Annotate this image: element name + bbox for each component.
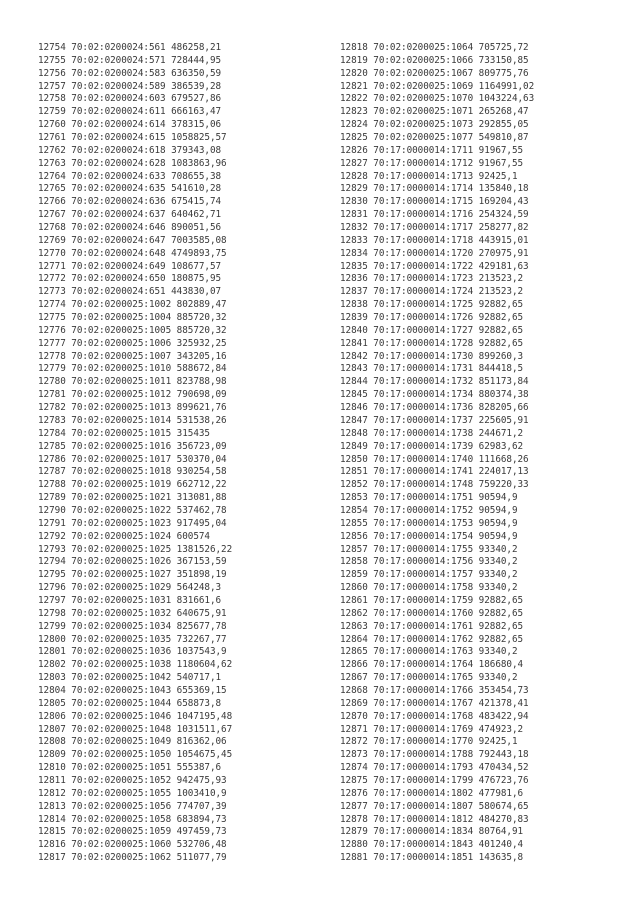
record-row: 12812 70:02:0200025:1055 1003410,9 (38, 787, 227, 799)
record-row: 12809 70:02:0200025:1050 1054675,45 (38, 749, 233, 761)
record-row: 12797 70:02:0200025:1031 831661,6 (38, 594, 222, 606)
record-row: 12786 70:02:0200025:1017 530370,04 (38, 453, 227, 465)
record-row: 12829 70:17:0000014:1714 135840,18 (340, 183, 529, 195)
record-row: 12870 70:17:0000014:1768 483422,94 (340, 710, 529, 722)
record-row: 12873 70:17:0000014:1788 792443,18 (340, 749, 529, 761)
record-row: 12778 70:02:0200025:1007 343205,16 (38, 350, 227, 362)
record-row: 12826 70:17:0000014:1711 91967,55 (340, 144, 524, 156)
record-row: 12842 70:17:0000014:1730 899260,3 (340, 350, 524, 362)
record-row: 12758 70:02:0200024:603 679527,86 (38, 93, 222, 105)
record-row: 12770 70:02:0200024:648 4749893,75 (38, 247, 227, 259)
record-row: 12821 70:02:0200025:1069 1164991,02 (340, 80, 535, 92)
record-row: 12844 70:17:0000014:1732 851173,84 (340, 376, 529, 388)
record-row: 12771 70:02:0200024:649 108677,57 (38, 260, 222, 272)
record-row: 12780 70:02:0200025:1011 823788,98 (38, 376, 227, 388)
record-row: 12802 70:02:0200025:1038 1180604,62 (38, 659, 233, 671)
record-row: 12793 70:02:0200025:1025 1381526,22 (38, 543, 233, 555)
record-row: 12762 70:02:0200024:618 379343,08 (38, 144, 222, 156)
record-row: 12766 70:02:0200024:636 675415,74 (38, 196, 222, 208)
record-row: 12768 70:02:0200024:646 890051,56 (38, 222, 222, 234)
record-row: 12819 70:02:0200025:1066 733150,85 (340, 54, 529, 66)
record-row: 12761 70:02:0200024:615 1058825,57 (38, 132, 227, 144)
record-row: 12798 70:02:0200025:1032 640675,91 (38, 607, 227, 619)
record-row: 12841 70:17:0000014:1728 92882,65 (340, 337, 524, 349)
record-row: 12776 70:02:0200025:1005 885720,32 (38, 324, 227, 336)
record-row: 12815 70:02:0200025:1059 497459,73 (38, 826, 227, 838)
record-row: 12791 70:02:0200025:1023 917495,04 (38, 517, 227, 529)
record-row: 12857 70:17:0000014:1755 93340,2 (340, 543, 518, 555)
record-row: 12756 70:02:0200024:583 636350,59 (38, 67, 222, 79)
record-row: 12785 70:02:0200025:1016 356723,09 (38, 440, 227, 452)
record-row: 12796 70:02:0200025:1029 564248,3 (38, 582, 222, 594)
record-row: 12764 70:02:0200024:633 708655,38 (38, 170, 222, 182)
right-record-column (340, 42, 534, 865)
record-row: 12879 70:17:0000014:1834 80764,91 (340, 826, 524, 838)
record-row: 12827 70:17:0000014:1712 91967,55 (340, 157, 524, 169)
record-row: 12811 70:02:0200025:1052 942475,93 (38, 774, 227, 786)
record-row: 12866 70:17:0000014:1764 186680,4 (340, 659, 524, 671)
record-row: 12838 70:17:0000014:1725 92882,65 (340, 299, 524, 311)
record-row: 12808 70:02:0200025:1049 816362,06 (38, 736, 227, 748)
record-row: 12854 70:17:0000014:1752 90594,9 (340, 504, 518, 516)
record-row: 12773 70:02:0200024:651 443830,07 (38, 286, 222, 298)
record-row: 12825 70:02:0200025:1077 549810,87 (340, 132, 529, 144)
record-row: 12855 70:17:0000014:1753 90594,9 (340, 517, 518, 529)
record-row: 12858 70:17:0000014:1756 93340,2 (340, 556, 518, 568)
record-row: 12880 70:17:0000014:1843 401240,4 (340, 839, 524, 851)
record-row: 12869 70:17:0000014:1767 421378,41 (340, 697, 529, 709)
record-row: 12781 70:02:0200025:1012 790698,09 (38, 389, 227, 401)
record-row: 12875 70:17:0000014:1799 476723,76 (340, 774, 529, 786)
record-row: 12831 70:17:0000014:1716 254324,59 (340, 209, 529, 221)
record-row: 12759 70:02:0200024:611 666163,47 (38, 106, 222, 118)
record-row: 12861 70:17:0000014:1759 92882,65 (340, 594, 524, 606)
record-row: 12777 70:02:0200025:1006 325932,25 (38, 337, 227, 349)
record-row: 12839 70:17:0000014:1726 92882,65 (340, 312, 524, 324)
record-row: 12805 70:02:0200025:1044 658873,8 (38, 697, 222, 709)
record-row: 12801 70:02:0200025:1036 1037543,9 (38, 646, 227, 658)
record-row: 12848 70:17:0000014:1738 244671,2 (340, 427, 524, 439)
record-row: 12849 70:17:0000014:1739 62983,62 (340, 440, 524, 452)
record-row: 12872 70:17:0000014:1770 92425,1 (340, 736, 518, 748)
record-row: 12787 70:02:0200025:1018 930254,58 (38, 466, 227, 478)
record-row: 12782 70:02:0200025:1013 899621,76 (38, 402, 227, 414)
record-row: 12863 70:17:0000014:1761 92882,65 (340, 620, 524, 632)
record-row: 12794 70:02:0200025:1026 367153,59 (38, 556, 227, 568)
record-row: 12760 70:02:0200024:614 378315,06 (38, 119, 222, 131)
record-row: 12862 70:17:0000014:1760 92882,65 (340, 607, 524, 619)
record-row: 12774 70:02:0200025:1002 802889,47 (38, 299, 227, 311)
record-row: 12881 70:17:0000014:1851 143635,8 (340, 852, 524, 864)
record-row: 12788 70:02:0200025:1019 662712,22 (38, 479, 227, 491)
record-row: 12820 70:02:0200025:1067 809775,76 (340, 67, 529, 79)
record-row: 12830 70:17:0000014:1715 169204,43 (340, 196, 529, 208)
record-row: 12754 70:02:0200024:561 486258,21 (38, 42, 222, 53)
record-row: 12864 70:17:0000014:1762 92882,65 (340, 633, 524, 645)
record-row: 12792 70:02:0200025:1024 600574 (38, 530, 210, 542)
record-row: 12840 70:17:0000014:1727 92882,65 (340, 324, 524, 336)
record-row: 12823 70:02:0200025:1071 265268,47 (340, 106, 529, 118)
record-row: 12878 70:17:0000014:1812 484270,83 (340, 813, 529, 825)
record-row: 12818 70:02:0200025:1064 705725,72 (340, 42, 529, 53)
record-row: 12852 70:17:0000014:1748 759220,33 (340, 479, 529, 491)
record-row: 12790 70:02:0200025:1022 537462,78 (38, 504, 227, 516)
record-row: 12856 70:17:0000014:1754 90594,9 (340, 530, 518, 542)
record-row: 12867 70:17:0000014:1765 93340,2 (340, 672, 518, 684)
record-row: 12795 70:02:0200025:1027 351898,19 (38, 569, 227, 581)
record-row: 12847 70:17:0000014:1737 225605,91 (340, 414, 529, 426)
record-row: 12816 70:02:0200025:1060 532706,48 (38, 839, 227, 851)
record-row: 12803 70:02:0200025:1042 540717,1 (38, 672, 222, 684)
record-row: 12800 70:02:0200025:1035 732267,77 (38, 633, 227, 645)
record-row: 12836 70:17:0000014:1723 213523,2 (340, 273, 524, 285)
record-row: 12835 70:17:0000014:1722 429181,63 (340, 260, 529, 272)
record-row: 12834 70:17:0000014:1720 270975,91 (340, 247, 529, 259)
record-row: 12871 70:17:0000014:1769 474923,2 (340, 723, 524, 735)
record-row: 12868 70:17:0000014:1766 353454,73 (340, 684, 529, 696)
record-row: 12824 70:02:0200025:1073 292855,05 (340, 119, 529, 131)
record-row: 12850 70:17:0000014:1740 111668,26 (340, 453, 529, 465)
record-row: 12832 70:17:0000014:1717 258277,82 (340, 222, 529, 234)
record-row: 12763 70:02:0200024:628 1083863,96 (38, 157, 227, 169)
record-row: 12837 70:17:0000014:1724 213523,2 (340, 286, 524, 298)
record-row: 12784 70:02:0200025:1015 315435 (38, 427, 210, 439)
record-row: 12846 70:17:0000014:1736 828205,66 (340, 402, 529, 414)
left-record-column (38, 42, 232, 865)
record-row: 12755 70:02:0200024:571 728444,95 (38, 54, 222, 66)
record-row: 12860 70:17:0000014:1758 93340,2 (340, 582, 518, 594)
record-row: 12874 70:17:0000014:1793 470434,52 (340, 762, 529, 774)
record-row: 12789 70:02:0200025:1021 313081,88 (38, 492, 227, 504)
record-row: 12783 70:02:0200025:1014 531538,26 (38, 414, 227, 426)
record-row: 12767 70:02:0200024:637 640462,71 (38, 209, 222, 221)
record-row: 12806 70:02:0200025:1046 1047195,48 (38, 710, 233, 722)
record-row: 12859 70:17:0000014:1757 93340,2 (340, 569, 518, 581)
record-row: 12833 70:17:0000014:1718 443915,01 (340, 234, 529, 246)
record-row: 12822 70:02:0200025:1070 1043224,63 (340, 93, 535, 105)
record-row: 12814 70:02:0200025:1058 683894,73 (38, 813, 227, 825)
record-row: 12799 70:02:0200025:1034 825677,78 (38, 620, 227, 632)
record-row: 12775 70:02:0200025:1004 885720,32 (38, 312, 227, 324)
record-row: 12876 70:17:0000014:1802 477981,6 (340, 787, 524, 799)
record-row: 12772 70:02:0200024:650 180875,95 (38, 273, 222, 285)
record-row: 12817 70:02:0200025:1062 511077,79 (38, 852, 227, 864)
record-row: 12877 70:17:0000014:1807 580674,65 (340, 800, 529, 812)
record-row: 12769 70:02:0200024:647 7003585,08 (38, 234, 227, 246)
record-row: 12845 70:17:0000014:1734 880374,38 (340, 389, 529, 401)
record-row: 12853 70:17:0000014:1751 90594,9 (340, 492, 518, 504)
record-row: 12779 70:02:0200025:1010 588672,84 (38, 363, 227, 375)
record-row: 12804 70:02:0200025:1043 655369,15 (38, 684, 227, 696)
record-row: 12843 70:17:0000014:1731 844418,5 (340, 363, 524, 375)
record-row: 12765 70:02:0200024:635 541610,28 (38, 183, 222, 195)
record-row: 12813 70:02:0200025:1056 774707,39 (38, 800, 227, 812)
record-row: 12828 70:17:0000014:1713 92425,1 (340, 170, 518, 182)
record-row: 12851 70:17:0000014:1741 224017,13 (340, 466, 529, 478)
record-row: 12810 70:02:0200025:1051 555387,6 (38, 762, 222, 774)
record-row: 12865 70:17:0000014:1763 93340,2 (340, 646, 518, 658)
record-row: 12807 70:02:0200025:1048 1031511,67 (38, 723, 233, 735)
record-row: 12757 70:02:0200024:589 386539,28 (38, 80, 222, 92)
